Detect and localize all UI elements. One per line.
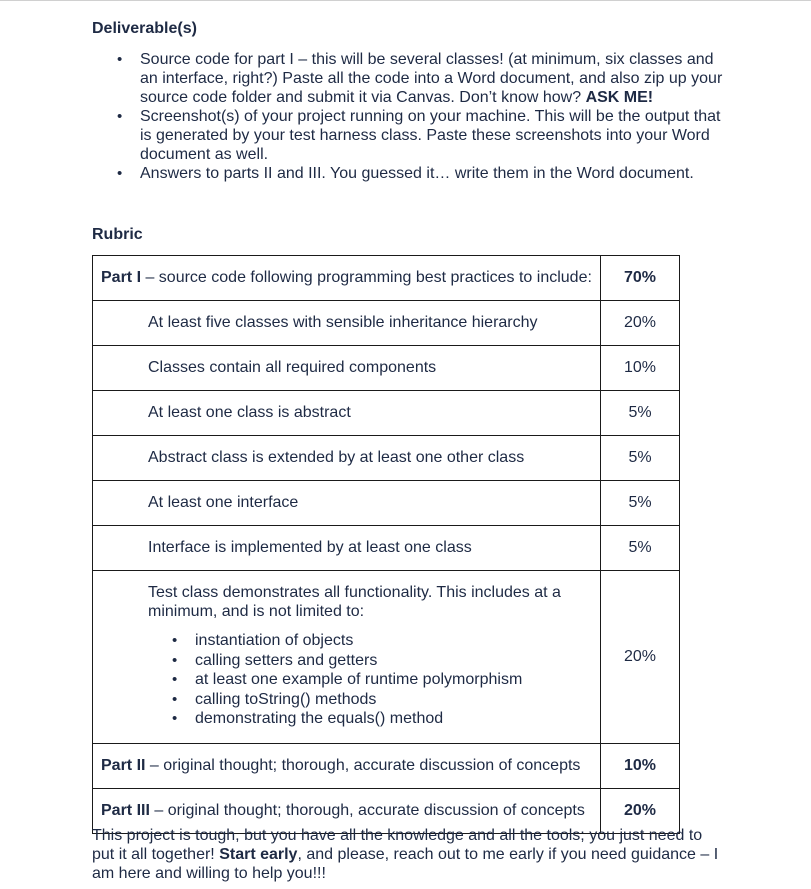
deliverable-text: Screenshot(s) of your project running on your machine. This will be the output that is generated by your test harness class. Paste these screenshots into your Word document as well.	[140, 108, 721, 163]
criterion-pct: 5%	[601, 391, 680, 436]
deliverable-text: Source code for part I – this will be several classes! (at minimum, six classes and an interface, right?) Paste all the code into a Word document, and also zip up your source code folder and submit it via Canvas. Don’t know how?	[140, 51, 723, 106]
list-item: • instantiation of objects	[172, 631, 580, 651]
criterion-pct: 5%	[601, 481, 680, 526]
part1-cell	[93, 256, 601, 301]
table-row	[93, 301, 680, 346]
deliverable-text: Answers to parts II and III. You guessed it… write them in the Word document.	[140, 165, 694, 182]
table-row	[93, 526, 680, 571]
criterion-pct: 10%	[601, 346, 680, 391]
table-row	[93, 571, 680, 744]
criterion-pct: 5%	[601, 436, 680, 481]
list-item: • calling toString() methods	[172, 690, 580, 710]
part2-cell	[93, 744, 601, 789]
list-item: • calling setters and getters	[172, 651, 580, 671]
table-row	[93, 436, 680, 481]
criterion-pct: 5%	[601, 526, 680, 571]
part3-pct: 20%	[601, 789, 680, 834]
criterion-text: At least five classes with sensible inheritance hierarchy	[93, 301, 601, 346]
list-item	[117, 50, 727, 107]
part2-label: Part II	[101, 757, 146, 774]
part3-text: – original thought; thorough, accurate discussion of concepts	[149, 802, 585, 819]
list-item: • demonstrating the equals() method	[172, 709, 580, 729]
deliverables-list	[117, 50, 727, 183]
test-list	[148, 631, 580, 729]
rubric-heading: Rubric	[92, 226, 143, 243]
part3-label: Part III	[101, 802, 150, 819]
list-item	[117, 164, 727, 183]
part1-label: Part I	[101, 269, 142, 286]
part2-text: – original thought; thorough, accurate discussion of concepts	[145, 757, 581, 774]
footer-text-1: This project is tough, but you have all the knowledge and all the tools; you just need to put it all together!	[92, 827, 703, 863]
criterion-text: Classes contain all required components	[93, 346, 601, 391]
table-row	[93, 346, 680, 391]
test-block	[148, 575, 600, 739]
table-row	[93, 256, 680, 301]
criterion-text: At least one interface	[93, 481, 601, 526]
deliverables-heading: Deliverable(s)	[92, 20, 197, 37]
deliverable-emphasis: ASK ME!	[585, 89, 654, 106]
test-cell	[93, 571, 601, 744]
part2-pct: 10%	[601, 744, 680, 789]
part1-text: – source code following programming best practices to include:	[141, 269, 592, 286]
closing-paragraph	[92, 826, 722, 883]
test-text: Test class demonstrates all functionality. This includes at a minimum, and is not limited to:	[148, 584, 561, 621]
criterion-pct: 20%	[601, 301, 680, 346]
list-item	[117, 107, 727, 164]
rubric-table	[92, 255, 680, 834]
criterion-text: At least one class is abstract	[93, 391, 601, 436]
criterion-text: Interface is implemented by at least one class	[93, 526, 601, 571]
criterion-text: Abstract class is extended by at least one other class	[93, 436, 601, 481]
table-row	[93, 481, 680, 526]
part1-pct: 70%	[601, 256, 680, 301]
list-item: • at least one example of runtime polymorphism	[172, 670, 580, 690]
top-divider	[0, 0, 811, 1]
table-row	[93, 744, 680, 789]
table-row	[93, 391, 680, 436]
footer-bold: Start early	[219, 846, 298, 863]
footer-text-2: , and please, reach out to me early if you need guidance – I am here and willing to help you!!!	[92, 846, 719, 882]
test-pct: 20%	[601, 571, 680, 744]
